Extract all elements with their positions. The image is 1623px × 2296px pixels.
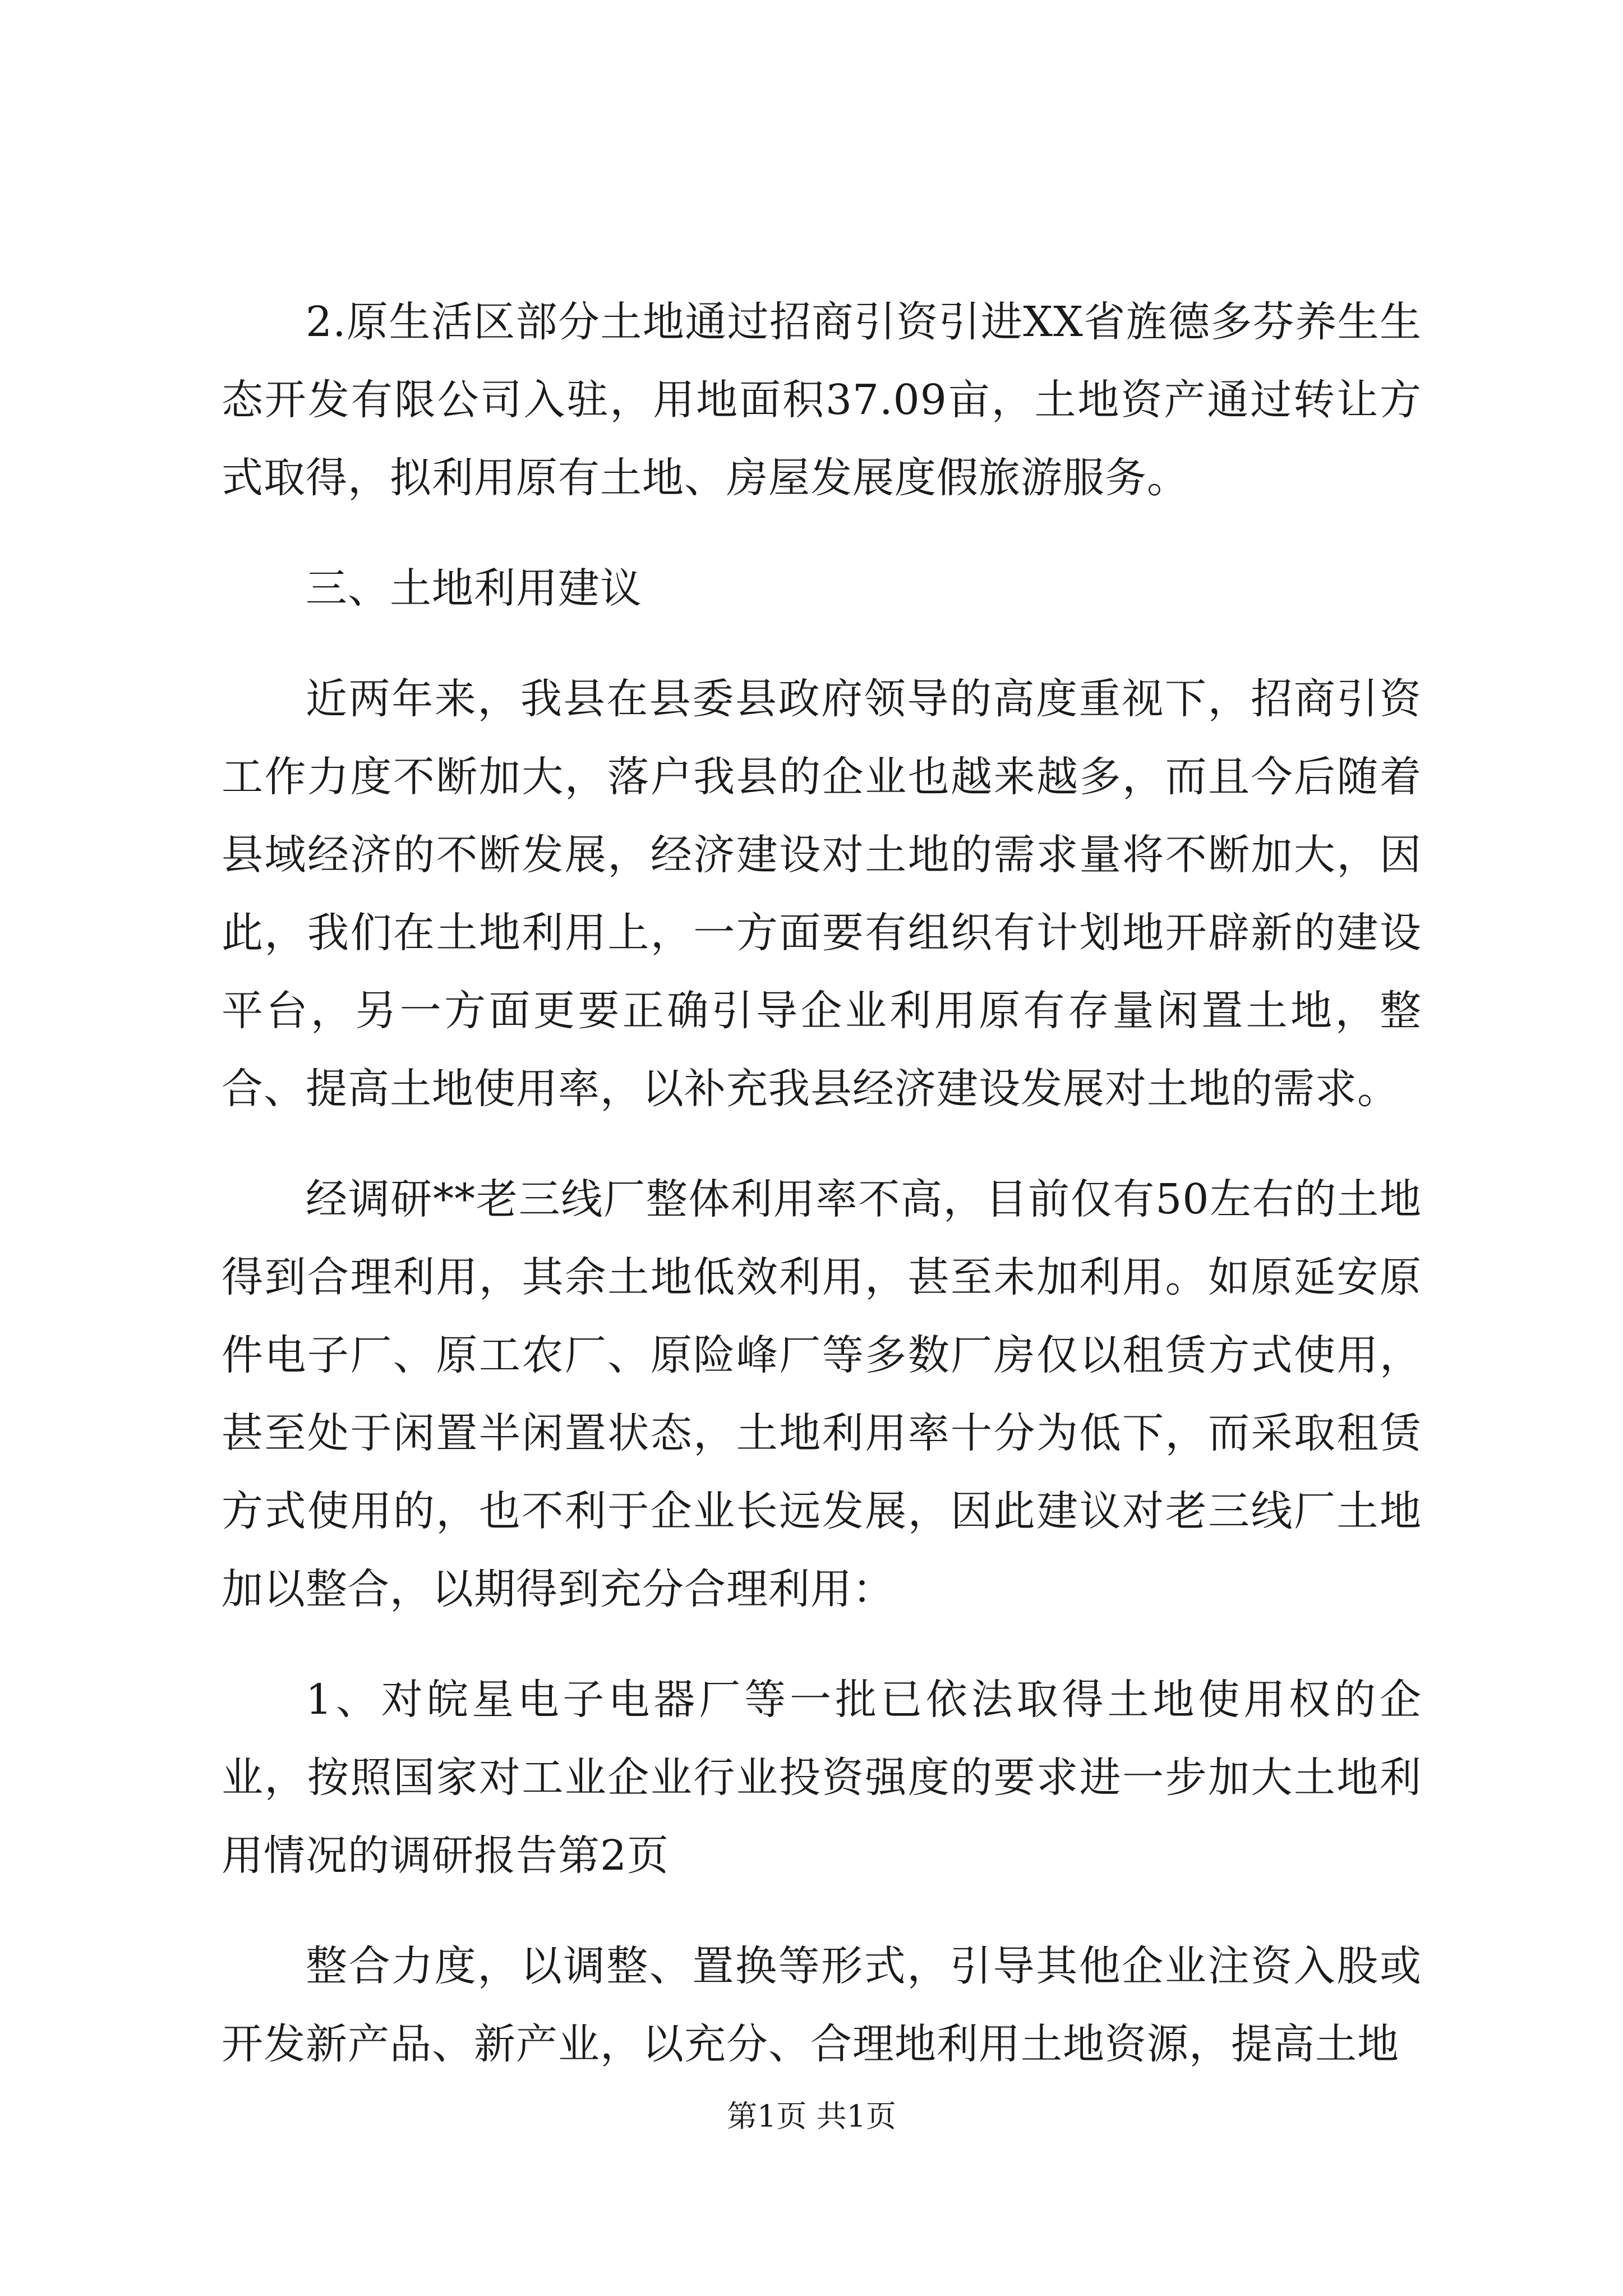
paragraph-suggestion-1: 1、对皖星电子电器厂等一批已依法取得土地使用权的企业，按照国家对工业企业行业投资强度的要求进一步加大土地利用情况的调研报告第2页 <box>222 1676 1422 1880</box>
paragraph-integration: 整合力度，以调整、置换等形式，引导其他企业注资入股或开发新产品、新产业，以充分、合理地利用土地资源，提高土地 <box>222 1942 1422 2068</box>
paragraph-land-demand: 近两年来，我县在县委县政府领导的高度重视下，招商引资工作力度不断加大，落户我县的企业也越来越多，而且今后随着县域经济的不断发展，经济建设对土地的需求量将不断加大，因此，我们在土地利用上，一方面要有组织有计划地开辟新的建设平台，另一方面更要正确引导企业利用原有存量闲置土地，整合、提高土地使用率，以补充我县经济建设发展对土地的需求。 <box>222 675 1422 1113</box>
page-footer: 第1页 共1页 <box>727 2099 896 2134</box>
document-body <box>222 283 1422 2116</box>
paragraph-survey-findings: 经调研**老三线厂整体利用率不高，目前仅有50左右的土地得到合理利用，其余土地低效利用，甚至未加利用。如原延安原件电子厂、原工农厂、原险峰厂等多数厂房仅以租赁方式使用，甚至处于闲置半闲置状态，土地利用率十分为低下，而采取租赁方式使用的，也不利于企业长远发展，因此建议对老三线厂土地加以整合，以期得到充分合理利用： <box>222 1175 1422 1613</box>
paragraph-land-transfer: 2.原生活区部分土地通过招商引资引进XX省旌德多芬养生生态开发有限公司入驻，用地面积37.09亩，土地资产通过转让方式取得，拟利用原有土地、房屋发展度假旅游服务。 <box>222 298 1422 502</box>
section-heading-land-use-suggestions: 三、土地利用建议 <box>306 564 642 613</box>
